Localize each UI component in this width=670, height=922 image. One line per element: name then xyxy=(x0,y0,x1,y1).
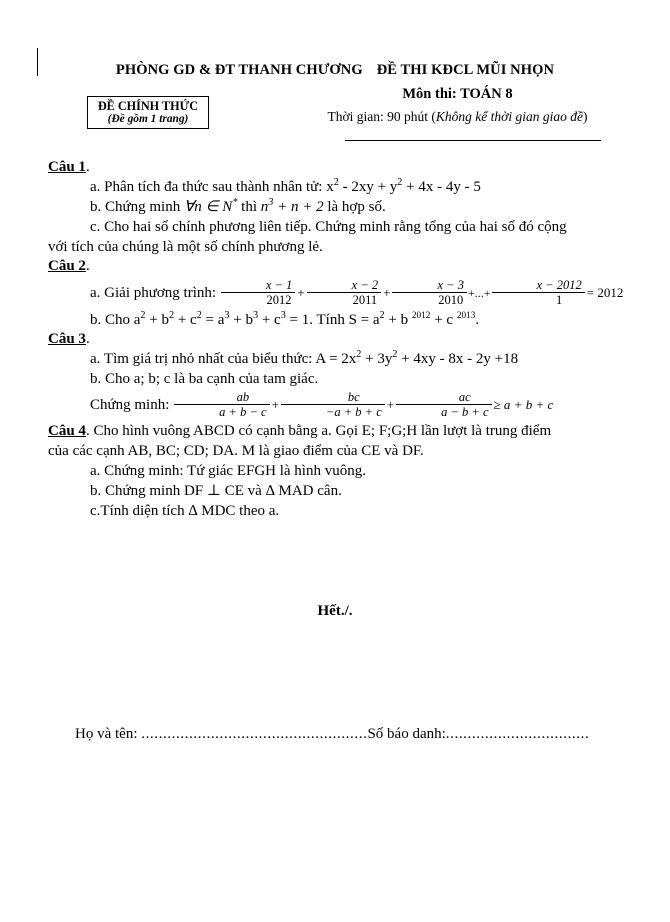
sbd-blank-dots: ................................. xyxy=(445,726,590,742)
question-2-heading xyxy=(48,257,628,276)
question-4-item-c xyxy=(48,501,628,521)
exponent: 3 xyxy=(280,310,286,321)
equation-sum-fractions xyxy=(220,278,625,308)
term: + 3y xyxy=(361,351,393,367)
question-2-item-b xyxy=(48,310,628,330)
math-n-exponent: 3 xyxy=(268,197,274,208)
question-4-label: Câu 4 xyxy=(48,423,86,439)
term: + b xyxy=(145,312,169,328)
fraction-numerator: x − 2012 xyxy=(492,278,585,293)
time-prefix: Thời gian: 90 phút ( xyxy=(327,109,436,124)
exponent: 2 xyxy=(333,177,339,188)
end-of-exam-mark: Hết./. xyxy=(317,603,353,619)
candidate-info-line xyxy=(75,726,635,743)
sbd-label: Số báo danh: xyxy=(367,726,446,742)
fraction-denominator: 2010 xyxy=(438,293,464,308)
fraction-bc xyxy=(281,390,385,419)
question-4-heading xyxy=(48,421,628,441)
item-text: Cho a; b; c là ba cạnh của tam giác. xyxy=(105,371,319,387)
fraction-numerator: x − 3 xyxy=(392,278,466,293)
time-note: Không kể thời gian giao đề xyxy=(435,109,583,124)
math-mid: thì xyxy=(237,199,261,215)
fraction-4 xyxy=(492,278,585,307)
question-1-label: Câu 1 xyxy=(48,159,86,175)
question-1-item-c-cont: với tích của chúng là một số chính phương lẻ. xyxy=(48,239,323,255)
header-right-block xyxy=(293,86,622,125)
question-4-item-b xyxy=(48,481,628,501)
term: + c xyxy=(258,312,281,328)
plus-operator: + xyxy=(383,285,391,300)
question-1-heading xyxy=(48,158,628,177)
item-marker: b. xyxy=(90,371,102,387)
question-4-stem-cont: của các cạnh AB, BC; CD; DA. M là giao điểm của CE và DF. xyxy=(48,443,424,459)
question-4-dot: . xyxy=(85,423,90,439)
math-n-base: n xyxy=(260,199,269,215)
math-forall-n: ∀n ∈ N xyxy=(183,199,233,215)
fraction-3 xyxy=(392,278,466,307)
exponent: 2 xyxy=(397,177,403,188)
ellipsis-operator: +...+ xyxy=(467,286,491,300)
fraction-denominator: a + b − c xyxy=(219,405,267,420)
exponent: 2 xyxy=(379,310,385,321)
item-text: Phân tích đa thức sau thành nhân tử: x xyxy=(104,179,334,195)
question-3-prove-line xyxy=(48,389,628,421)
item-marker: b. xyxy=(90,199,102,215)
equals-value: = 2012 xyxy=(586,285,624,300)
term: . xyxy=(475,312,480,328)
item-text: Tìm giá trị nhỏ nhất của biểu thức: A = 2x xyxy=(103,351,357,367)
item-marker: a. xyxy=(90,351,101,367)
inequality-expression xyxy=(173,390,554,420)
subject-line: Môn thi: TOÁN 8 xyxy=(402,86,513,102)
page-count-note: (Đề gồm 1 trang) xyxy=(107,113,189,125)
fraction-numerator: bc xyxy=(281,390,385,405)
term: = a xyxy=(201,312,225,328)
term: + b xyxy=(229,312,253,328)
name-label: Họ và tên: xyxy=(75,726,142,742)
question-3-dot: . xyxy=(85,331,90,347)
fraction-2 xyxy=(307,278,381,307)
item-text: .Tính diện tích ∆ MDC theo a. xyxy=(96,503,280,519)
question-1-item-c xyxy=(48,217,628,237)
item-marker: b. xyxy=(90,483,102,499)
item-text: Giải phương trình: xyxy=(104,285,220,301)
exam-body xyxy=(48,158,628,521)
item-text: Cho hai số chính phương liên tiếp. Chứng minh rằng tổng của hai số đó cộng xyxy=(104,219,567,235)
plus-operator: + xyxy=(271,397,279,412)
math-star: * xyxy=(232,197,238,208)
fraction-numerator: x − 1 xyxy=(221,278,295,293)
department-name: PHÒNG GD & ĐT THANH CHƯƠNG xyxy=(115,62,363,78)
exponent: 3 xyxy=(224,310,230,321)
exponent: 3 xyxy=(252,310,259,321)
item-marker: a. xyxy=(90,179,101,195)
fraction-ac xyxy=(396,390,491,419)
question-4-item-a xyxy=(48,461,628,481)
exponent: 2 xyxy=(392,349,398,360)
plus-operator: + xyxy=(386,397,395,412)
fraction-denominator: a − b + c xyxy=(441,405,489,420)
math-n-rest: + n + 2 xyxy=(273,199,324,215)
exponent: 2 xyxy=(168,310,175,321)
exponent: 2013 xyxy=(456,311,476,321)
exponent: 2 xyxy=(140,310,146,321)
header-underline-rule xyxy=(345,140,601,141)
item-text-tail: là hợp số. xyxy=(323,199,386,215)
fraction-denominator: 2012 xyxy=(266,293,292,308)
fraction-ab xyxy=(174,390,269,419)
question-1-item-b xyxy=(48,197,628,217)
term: = 1. Tính S = a xyxy=(285,312,380,328)
question-4-stem: Cho hình vuông ABCD có cạnh bằng a. Gọi E; F;G;H lần lượt là trung điểm xyxy=(89,423,552,439)
question-3-label: Câu 3 xyxy=(48,331,86,347)
question-3-heading xyxy=(48,330,628,349)
item-text: Chứng minh: Tứ giác EFGH là hình vuông. xyxy=(104,463,366,479)
question-2-item-a xyxy=(48,276,628,310)
exponent: 2012 xyxy=(411,311,431,321)
fraction-numerator: ab xyxy=(174,390,269,405)
left-margin-tick xyxy=(37,48,38,76)
question-2-dot: . xyxy=(85,258,90,274)
prove-label: Chứng minh: xyxy=(90,397,174,413)
fraction-denominator: 1 xyxy=(555,293,563,308)
time-line xyxy=(293,109,622,125)
term: + c xyxy=(430,312,457,328)
term: + b xyxy=(384,312,412,328)
item-marker: a. xyxy=(90,285,101,301)
official-stamp-box xyxy=(87,96,209,129)
question-2-label: Câu 2 xyxy=(48,258,86,274)
fraction-numerator: x − 2 xyxy=(307,278,381,293)
fraction-denominator: −a + b + c xyxy=(325,405,382,420)
question-3-item-a xyxy=(48,349,628,369)
item-marker: a. xyxy=(90,463,101,479)
item-text: Chứng minh xyxy=(105,199,184,215)
item-marker: c xyxy=(90,503,97,519)
item-text: Chứng minh DF ⊥ CE và ∆ MAD cân. xyxy=(105,483,342,499)
question-1-dot: . xyxy=(85,159,90,175)
question-3-item-b xyxy=(48,369,628,389)
fraction-denominator: 2011 xyxy=(352,293,378,308)
exam-title: ĐỀ THI KĐCL MŨI NHỌN xyxy=(376,62,555,78)
term: + c xyxy=(174,312,197,328)
official-label: ĐỀ CHÍNH THỨC xyxy=(97,99,199,113)
fraction-numerator: ac xyxy=(396,390,491,405)
time-suffix: ) xyxy=(582,109,588,124)
fraction-1 xyxy=(221,278,295,307)
item-text: Cho a xyxy=(105,312,141,328)
item-text-2: - 2xy + y xyxy=(338,179,398,195)
plus-operator: + xyxy=(297,285,305,300)
term: + 4xy - 8x - 2y +18 xyxy=(397,351,519,367)
item-marker: c. xyxy=(90,219,101,235)
inequality-rhs: ≥ a + b + c xyxy=(493,397,554,412)
item-marker: b. xyxy=(90,312,102,328)
header-title-row xyxy=(48,62,622,79)
exponent: 2 xyxy=(356,349,362,360)
exponent: 2 xyxy=(196,310,202,321)
question-1-item-a xyxy=(48,177,628,197)
name-blank-dots: .................................................... xyxy=(141,726,368,742)
item-text-3: + 4x - 4y - 5 xyxy=(402,179,481,195)
